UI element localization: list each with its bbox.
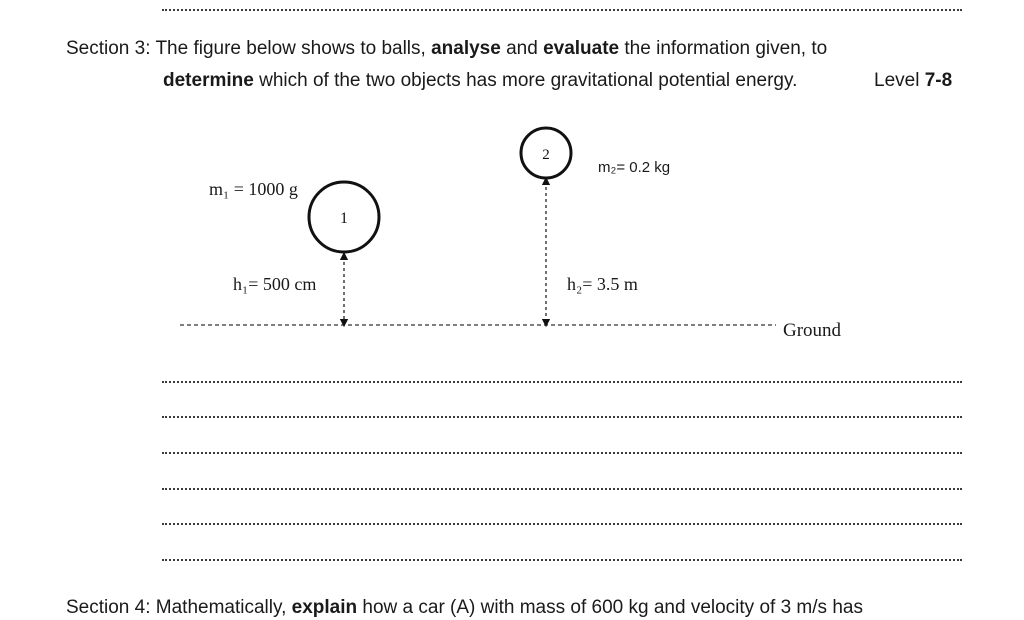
ball-2-number: 2 [542, 147, 550, 163]
keyword-determine: determine [163, 70, 254, 91]
level-indicator: Level 7-8 [874, 70, 953, 91]
section4-label: Section 4: [66, 597, 151, 618]
ball-2-mass-label: m₂= 0.2 kg [598, 159, 671, 176]
keyword-evaluate: evaluate [543, 38, 620, 59]
section3-label: Section 3: [66, 38, 151, 59]
section3-question-line2: determine which of the two objects has more gravitational potential energy. [163, 70, 798, 91]
gravitational-potential-energy-figure [0, 110, 1024, 350]
answer-line [162, 452, 962, 454]
answer-line [162, 416, 962, 418]
ground-label: Ground [783, 320, 842, 341]
ball-1-number: 1 [340, 210, 348, 227]
keyword-analyse: analyse [431, 38, 501, 59]
answer-line [162, 488, 962, 490]
section4-question: Section 4: Mathematically, explain how a car (A) with mass of 600 kg and velocity of 3 m/s has [66, 597, 863, 618]
answer-line-top [162, 9, 962, 11]
section3-question-line1: Section 3: The figure below shows to balls, analyse and evaluate the information given, to [66, 38, 828, 59]
ball-2-height-label: h₂= 3.5 m [567, 274, 638, 294]
ball-1-mass-label: m₁ = 1000 g [209, 179, 298, 199]
keyword-explain: explain [291, 597, 358, 618]
answer-line [162, 559, 962, 561]
answer-line [162, 381, 962, 383]
level-value: 7-8 [924, 70, 953, 91]
ball-1-height-label: h₁= 500 cm [233, 274, 317, 294]
answer-line [162, 523, 962, 525]
